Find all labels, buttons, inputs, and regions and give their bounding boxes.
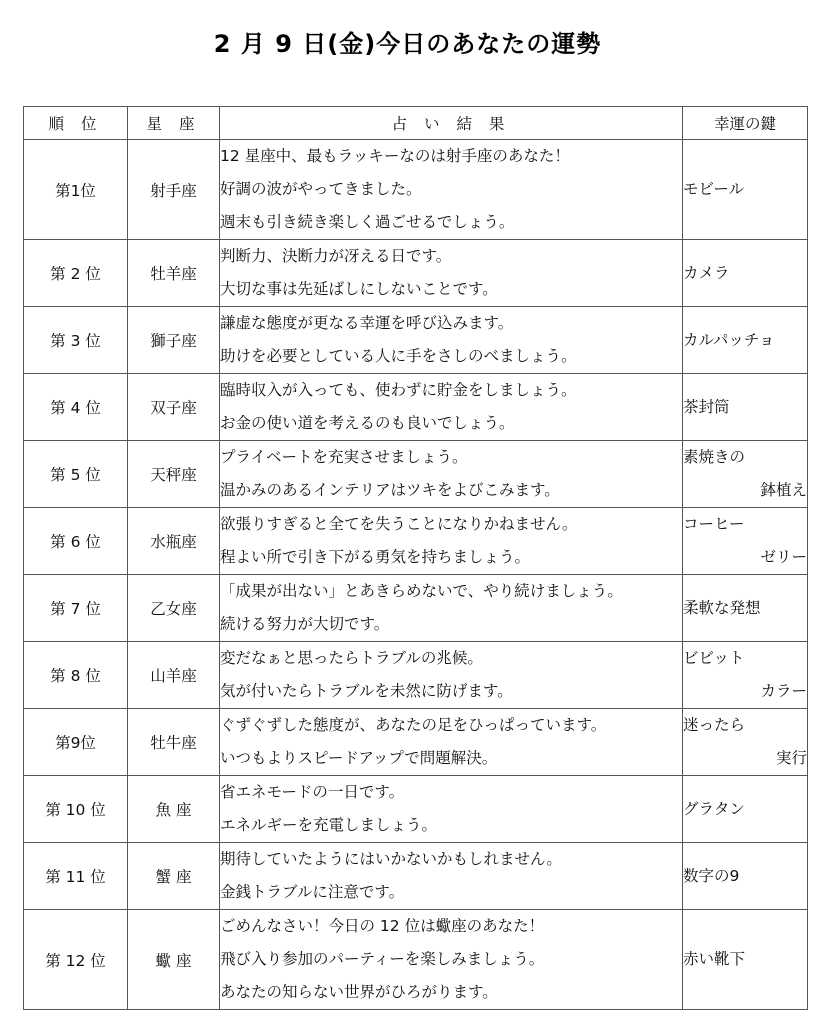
result-line: あなたの知らない世界がひろがります。	[220, 983, 498, 1001]
result-line: ぐずぐずした態度が、あなたの足をひっぱっています。	[220, 716, 607, 734]
result-line: 金銭トラブルに注意です。	[220, 883, 405, 901]
lucky-cell	[683, 776, 808, 843]
lucky-line: 素焼きの	[683, 448, 746, 466]
sign-cell: 双子座	[128, 374, 220, 441]
sign-cell: 蠍 座	[128, 910, 220, 1010]
result-line: 続ける努力が大切です。	[220, 615, 390, 633]
sign-cell: 乙女座	[128, 575, 220, 642]
result-cell	[220, 240, 683, 307]
horoscope-table	[23, 106, 808, 1010]
lucky-cell	[683, 709, 808, 776]
table-row	[24, 776, 808, 843]
lucky-cell	[683, 374, 808, 441]
result-cell	[220, 776, 683, 843]
rank-cell: 第 2 位	[24, 240, 128, 307]
header-sign: 星 座	[128, 107, 220, 140]
rank-cell: 第1位	[24, 140, 128, 240]
result-line: 気が付いたらトラブルを未然に防げます。	[220, 682, 513, 700]
result-cell	[220, 374, 683, 441]
rank-cell: 第9位	[24, 709, 128, 776]
result-line: 程よい所で引き下がる勇気を持ちましょう。	[220, 548, 531, 566]
lucky-cell	[683, 307, 808, 374]
lucky-line: 赤い靴下	[683, 950, 746, 968]
rank-cell: 第 11 位	[24, 843, 128, 910]
lucky-cell	[683, 240, 808, 307]
lucky-line: ゼリー	[760, 548, 807, 566]
table-row	[24, 374, 808, 441]
lucky-line: コーヒー	[683, 515, 745, 533]
result-line: 温かみのあるインテリアはツキをよびこみます。	[220, 481, 560, 499]
lucky-cell	[683, 910, 808, 1010]
sign-cell: 牡羊座	[128, 240, 220, 307]
sign-cell: 牡牛座	[128, 709, 220, 776]
result-line: 飛び入り参加のパーティーを楽しみましょう。	[220, 950, 545, 968]
table-row	[24, 575, 808, 642]
sign-cell: 蟹 座	[128, 843, 220, 910]
page-title: 2 月 9 日(金)今日のあなたの運勢	[213, 30, 602, 58]
table-row	[24, 140, 808, 240]
result-line: 欲張りすぎると全てを失うことになりかねません。	[220, 515, 578, 533]
result-cell	[220, 910, 683, 1010]
rank-cell: 第 3 位	[24, 307, 128, 374]
table-row	[24, 307, 808, 374]
result-cell	[220, 843, 683, 910]
lucky-line: 実行	[775, 749, 807, 767]
table-row	[24, 910, 808, 1010]
header-result: 占 い 結 果	[220, 107, 683, 140]
result-line: お金の使い道を考えるのも良いでしょう。	[220, 414, 515, 432]
result-cell	[220, 508, 683, 575]
result-line: エネルギーを充電しましょう。	[220, 816, 438, 834]
lucky-line: 数字の9	[683, 866, 740, 885]
sign-cell: 天秤座	[128, 441, 220, 508]
lucky-cell	[683, 441, 808, 508]
result-cell	[220, 140, 683, 240]
result-line: 12 星座中、最もラッキーなのは射手座のあなた！	[220, 147, 570, 165]
result-line: 週末も引き続き楽しく過ごせるでしょう。	[220, 213, 515, 231]
lucky-line: グラタン	[683, 799, 745, 818]
result-line: 「成果が出ない」とあきらめないで、やり続けましょう。	[220, 582, 623, 600]
rank-cell: 第 5 位	[24, 441, 128, 508]
table-row	[24, 508, 808, 575]
result-cell	[220, 307, 683, 374]
lucky-line: モビール	[683, 180, 745, 198]
lucky-line: 茶封筒	[683, 397, 730, 416]
result-cell	[220, 575, 683, 642]
table-row	[24, 843, 808, 910]
result-line: 判断力、決断力が冴える日です。	[220, 247, 452, 265]
lucky-line: 柔軟な発想	[683, 598, 761, 617]
lucky-cell	[683, 508, 808, 575]
sign-cell: 射手座	[128, 140, 220, 240]
result-line: 大切な事は先延ばしにしないことです。	[220, 280, 498, 298]
result-line: 期待していたようにはいかないかもしれません。	[220, 850, 562, 868]
header-rank: 順 位	[24, 107, 128, 140]
result-line: 好調の波がやってきました。	[220, 180, 422, 198]
lucky-line: 迷ったら	[683, 716, 746, 734]
rank-cell: 第 8 位	[24, 642, 128, 709]
result-line: プライベートを充実させましょう。	[220, 448, 468, 466]
result-line: いつもよりスピードアップで問題解決。	[220, 749, 498, 767]
lucky-line: 鉢植え	[760, 481, 807, 499]
table-row	[24, 642, 808, 709]
rank-cell: 第 7 位	[24, 575, 128, 642]
table-row	[24, 709, 808, 776]
rank-cell: 第 6 位	[24, 508, 128, 575]
result-line: 省エネモードの一日です。	[220, 783, 405, 801]
result-cell	[220, 709, 683, 776]
sign-cell: 水瓶座	[128, 508, 220, 575]
result-cell	[220, 441, 683, 508]
sign-cell: 魚 座	[128, 776, 220, 843]
rank-cell: 第 10 位	[24, 776, 128, 843]
header-row	[24, 107, 808, 140]
result-line: 謙虚な態度が更なる幸運を呼び込みます。	[220, 314, 514, 332]
lucky-cell	[683, 575, 808, 642]
lucky-cell	[683, 140, 808, 240]
rank-cell: 第 12 位	[24, 910, 128, 1010]
lucky-line: カラー	[760, 682, 807, 700]
result-line: 臨時収入が入っても、使わずに貯金をしましょう。	[220, 381, 577, 399]
header-lucky: 幸運の鍵	[683, 107, 808, 140]
lucky-line: ビビット	[683, 649, 745, 667]
lucky-line: カルパッチョ	[683, 330, 775, 349]
result-line: ごめんなさい！今日の 12 位は蠍座のあなた！	[220, 917, 545, 935]
sign-cell: 獅子座	[128, 307, 220, 374]
lucky-cell	[683, 642, 808, 709]
rank-cell: 第 4 位	[24, 374, 128, 441]
lucky-cell	[683, 843, 808, 910]
result-line: 変だなぁと思ったらトラブルの兆候。	[220, 649, 483, 667]
table-row	[24, 240, 808, 307]
table-row	[24, 441, 808, 508]
result-line: 助けを必要としている人に手をさしのべましょう。	[220, 347, 577, 365]
result-cell	[220, 642, 683, 709]
sign-cell: 山羊座	[128, 642, 220, 709]
lucky-line: カメラ	[683, 263, 730, 282]
